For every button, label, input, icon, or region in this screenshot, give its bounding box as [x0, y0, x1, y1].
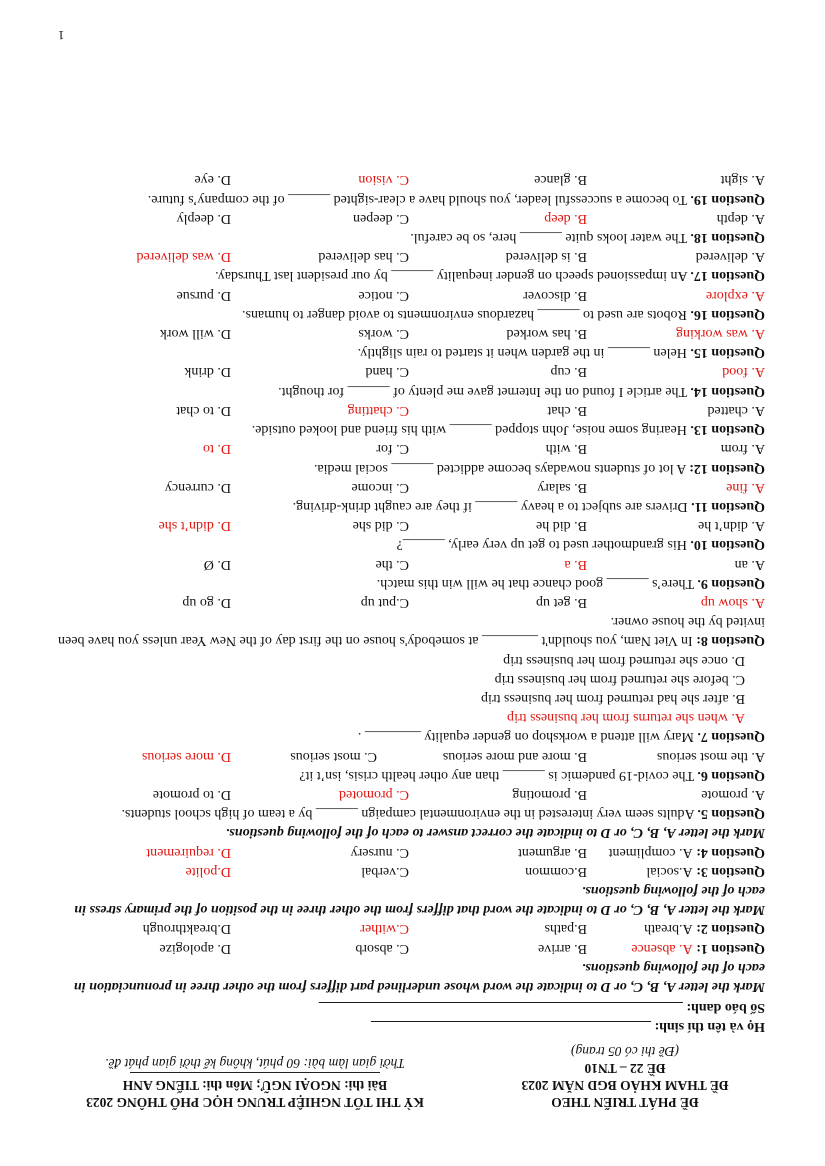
question-label: Question 7. — [697, 729, 765, 745]
option-d: D. to chat — [176, 402, 231, 418]
question-text: Helen ______ in the garden when it started to rain slightly. — [357, 345, 687, 361]
question-12-options — [50, 439, 765, 458]
question-6 — [50, 766, 765, 785]
question-label: Question 10. — [690, 537, 765, 553]
option-d: D. will work — [159, 326, 231, 342]
question-label: Question 2: — [696, 921, 765, 937]
question-11 — [50, 497, 765, 516]
question-18-options — [50, 209, 765, 228]
option-a: A. from — [720, 441, 765, 457]
option-b: B. promoting — [512, 786, 587, 802]
question-label: Question 19. — [690, 191, 765, 207]
question-17-options — [50, 247, 765, 266]
option-a: A.social — [646, 863, 693, 879]
option-a: A. show up — [700, 594, 765, 610]
option-b: B. discover — [523, 287, 587, 303]
option-b: B.paths — [544, 921, 587, 937]
option-a: A. fine — [726, 479, 765, 495]
option-a: A. the most serious — [656, 748, 765, 764]
option-b: B. salary — [537, 479, 587, 495]
option-c: C. notice — [358, 287, 409, 303]
header-left-line1: ĐỀ PHÁT TRIỂN THEO — [551, 1095, 699, 1110]
option-b: B. has worked — [506, 326, 587, 342]
option-b: B. more and more serious — [442, 748, 587, 764]
question-7 — [50, 727, 765, 746]
question-13 — [50, 420, 765, 439]
question-label: Question 5. — [697, 806, 765, 822]
question-8-options — [50, 593, 765, 612]
option-b: B. deep — [544, 210, 587, 226]
question-text: Adults seem very interested in the environmental campaign ______ by a team of high school students. — [121, 806, 695, 822]
option-b: B. is delivered — [505, 249, 587, 265]
question-17 — [50, 266, 765, 285]
question-text: An impassioned speech on gender inequality ______ by our president last Thursday. — [215, 268, 688, 284]
option-c: C. promoted — [339, 786, 409, 802]
option-c: C. hand — [365, 364, 409, 380]
option-a: A. sight — [720, 172, 765, 188]
option-c: C. absorb — [355, 940, 409, 956]
option-c: C. deepen — [353, 210, 409, 226]
option-a: A. when she returns from her business trip — [507, 710, 745, 726]
instruction-stress: Mark the letter A, B, C, or D to indicate the word that differs from the other three in the position of the primary stress in each of the following questions. — [74, 882, 765, 918]
question-18 — [50, 228, 765, 247]
option-a: A. depth — [716, 210, 765, 226]
instruction-correct-answer: Mark the letter A, B, C, or D to indicate the correct answer to each of the following questions. — [225, 825, 765, 841]
question-8 — [50, 612, 765, 650]
question-10-options — [50, 516, 765, 535]
question-14-options — [50, 362, 765, 381]
option-b: B.common — [525, 863, 587, 879]
header-left-line3: ĐỀ 22 – TN10 — [584, 1061, 666, 1076]
page-number: 1 — [58, 28, 65, 44]
header-divider — [130, 1072, 380, 1073]
option-a: A. was working — [675, 326, 765, 342]
option-d: D. eye — [194, 172, 231, 188]
option-d: D. Ø — [203, 556, 231, 572]
option-a: A. explore — [705, 287, 765, 303]
header-right-line1: KỲ THI TỐT NGHIỆP TRUNG HỌC PHỔ THÔNG 2023 — [86, 1095, 424, 1110]
option-d: D. more serious — [141, 748, 231, 764]
option-a: A. chatted — [707, 402, 765, 418]
option-a: A. promote — [701, 786, 765, 802]
questions — [50, 170, 765, 996]
option-d: D. deeply — [176, 210, 231, 226]
option-d: D.polite — [185, 863, 231, 879]
question-text: To become a successful leader, you should have a clear-sighted ______ of the company’s future. — [147, 191, 688, 207]
option-a: A. compliment — [608, 844, 693, 860]
option-c: C.put up — [360, 594, 409, 610]
question-10 — [50, 535, 765, 554]
option-b: B. after she had returned from her business trip — [481, 690, 745, 706]
option-d: D. apologize — [159, 940, 231, 956]
option-b: B. arrive — [538, 940, 587, 956]
header-left-line4: (Đề thi có 05 trang) — [571, 1044, 679, 1059]
option-c: C. income — [351, 479, 409, 495]
student-info — [55, 998, 765, 1036]
question-label: Question 18. — [690, 230, 765, 246]
question-11-options — [50, 478, 765, 497]
question-label: Question 13. — [690, 422, 765, 438]
option-c: C. nursery — [350, 844, 409, 860]
question-6-options — [50, 746, 765, 765]
question-label: Question 9. — [697, 575, 765, 591]
option-c: C. most serious — [290, 748, 377, 764]
option-c: C. chatting — [347, 402, 409, 418]
question-text: Robots are used to ______ hazardous environments to avoid danger to humans. — [242, 306, 687, 322]
question-label: Question 16. — [690, 306, 765, 322]
option-a: A.breath — [644, 921, 693, 937]
question-text: In Viet Nam, you shouldn't ________ at somebody's house on the first day of the New Year unless you have been invited by the house owner. — [58, 614, 765, 649]
student-name-line: Họ và tên thí sinh: ________________________________________ — [371, 1019, 765, 1034]
option-a: A. food — [722, 364, 765, 380]
question-19 — [50, 189, 765, 208]
option-b: B. get up — [536, 594, 587, 610]
question-label: Question 14. — [690, 383, 765, 399]
question-text: There’s ______ good chance that he will win this match. — [376, 575, 695, 591]
question-3 — [50, 862, 765, 881]
question-9-options — [50, 554, 765, 573]
question-5-options — [50, 785, 765, 804]
option-d: D. to promote — [152, 786, 231, 802]
exam-header — [55, 1041, 765, 1111]
instruction-pronunciation: Mark the letter A, B, C, or D to indicate the word whose underlined part differs from the other three in pronunciation in each of the following questions. — [73, 959, 765, 994]
option-b: B. argument — [518, 844, 587, 860]
question-label: Question 12: — [689, 460, 765, 476]
option-b: B. with — [545, 441, 587, 457]
question-text: Mary will attend a workshop on gender equality ________ . — [357, 729, 694, 745]
option-c: C. works — [358, 326, 409, 342]
option-c: C. before she returned from her business trip — [494, 671, 745, 687]
question-15 — [50, 343, 765, 362]
header-right — [45, 1055, 465, 1111]
option-c: C. vision — [358, 172, 409, 188]
question-1 — [50, 938, 765, 957]
question-4 — [50, 842, 765, 861]
question-text: A lot of students nowadays become addicted ______ social media. — [313, 460, 687, 476]
question-14 — [50, 382, 765, 401]
student-id-line: Số báo danh: ____________________________________________________ — [318, 999, 765, 1015]
option-d: D. didn’t she — [158, 518, 231, 534]
question-13-options — [50, 401, 765, 420]
option-d: D. currency — [164, 479, 231, 495]
question-label: Question 8: — [696, 633, 765, 649]
question-label: Question 1: — [696, 940, 765, 956]
option-d: D. to — [203, 441, 231, 457]
header-left-line2: ĐỀ THAM KHẢO BGD NĂM 2023 — [521, 1078, 729, 1093]
option-a: A. didn’t he — [697, 518, 765, 534]
option-d: D. go up — [182, 594, 231, 610]
question-text: Drivers are subject to a heavy ______ if they are caught drink-driving. — [292, 498, 688, 514]
question-text: The water looks quite ______ here, so be careful. — [410, 230, 688, 246]
question-label: Question 6. — [697, 767, 765, 783]
option-d: D. was delivered — [136, 249, 231, 265]
option-d: D. once she returned from her business trip — [503, 652, 745, 668]
header-right-line2: Bài thi: NGOẠI NGỮ; Môn thi: TIẾNG ANH — [122, 1078, 388, 1093]
question-16-options — [50, 285, 765, 304]
option-c: C. for — [376, 441, 409, 457]
question-label: Question 15. — [690, 345, 765, 361]
option-c: C. has delivered — [318, 249, 409, 265]
question-text: Hearing some noise, John stopped ______ with his friend and looked outside. — [251, 422, 687, 438]
question-label: Question 17. — [690, 268, 765, 284]
question-19-options — [50, 170, 765, 189]
option-d: D. requirement — [146, 844, 231, 860]
option-a: A. delivered — [695, 249, 765, 265]
question-text: The covid-19 pandemic is ______ than any other health crisis, isn’t it? — [299, 767, 695, 783]
option-a: A. an — [734, 556, 765, 572]
question-15-options — [50, 324, 765, 343]
option-c: C.wither — [360, 921, 409, 937]
option-b: B. cup — [550, 364, 587, 380]
option-c: C.verbal — [361, 863, 409, 879]
question-2 — [50, 919, 765, 938]
option-b: B. glance — [534, 172, 587, 188]
option-d: D. drink — [184, 364, 231, 380]
question-label: Question 3: — [696, 863, 765, 879]
option-c: C. the — [375, 556, 409, 572]
option-b: B. a — [564, 556, 587, 572]
option-c: C. did she — [352, 518, 409, 534]
question-16 — [50, 305, 765, 324]
question-text: His grandmother used to get up very early, ______? — [396, 537, 687, 553]
option-b: B. chat — [547, 402, 587, 418]
option-b: B. did he — [536, 518, 587, 534]
question-text: The article I found on the Internet gave me plenty of ______ for thought. — [278, 383, 688, 399]
question-5 — [50, 804, 765, 823]
question-12 — [50, 458, 765, 477]
option-d: D.breakthrough — [142, 921, 231, 937]
header-right-line3: Thời gian làm bài: 60 phút, không kể thời gian phát đề. — [105, 1056, 405, 1071]
question-label: Question 4: — [696, 844, 765, 860]
question-label: Question 11. — [691, 498, 765, 514]
question-9 — [50, 574, 765, 593]
header-left — [485, 1043, 765, 1111]
option-d: D. pursue — [176, 287, 231, 303]
option-a: A. absence — [631, 940, 693, 956]
